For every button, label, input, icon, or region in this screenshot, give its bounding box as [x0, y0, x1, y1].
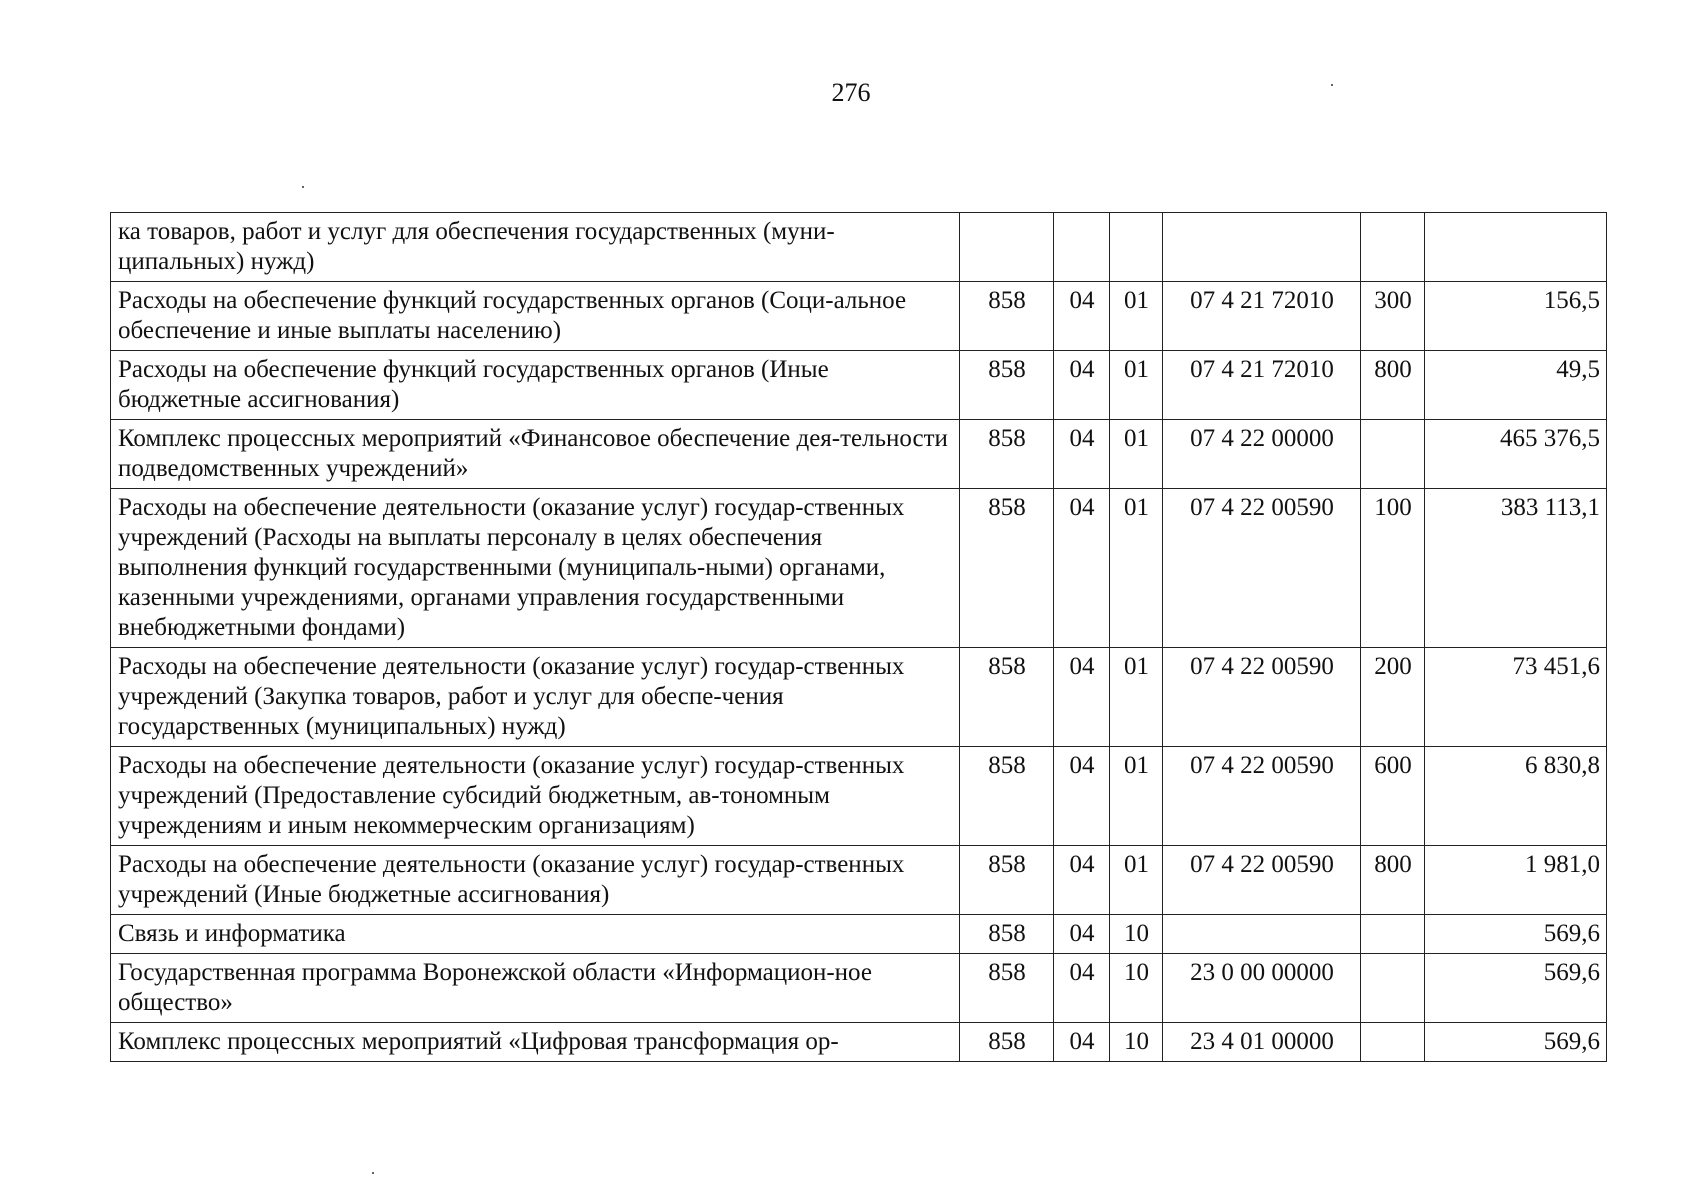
- row-sum: 569,6: [1425, 1023, 1607, 1062]
- row-pr: 01: [1110, 648, 1163, 747]
- row-gr: 858: [960, 420, 1054, 489]
- row-gr: 858: [960, 489, 1054, 648]
- row-gr: 858: [960, 954, 1054, 1023]
- table-row: [111, 282, 1607, 351]
- row-sum: 569,6: [1425, 915, 1607, 954]
- row-gr: 858: [960, 648, 1054, 747]
- row-csr: 07 4 22 00000: [1163, 420, 1361, 489]
- row-vr: 100: [1361, 489, 1425, 648]
- row-sum: 383 113,1: [1425, 489, 1607, 648]
- table-row: [111, 846, 1607, 915]
- row-rz: 04: [1054, 846, 1110, 915]
- row-gr: [960, 213, 1054, 282]
- row-csr: 07 4 22 00590: [1163, 648, 1361, 747]
- row-csr: 07 4 22 00590: [1163, 489, 1361, 648]
- row-sum: 49,5: [1425, 351, 1607, 420]
- table-row: [111, 954, 1607, 1023]
- row-rz: 04: [1054, 489, 1110, 648]
- budget-table: [110, 212, 1607, 1062]
- row-pr: 01: [1110, 846, 1163, 915]
- row-pr: 01: [1110, 747, 1163, 846]
- row-rz: 04: [1054, 282, 1110, 351]
- row-csr: 07 4 22 00590: [1163, 747, 1361, 846]
- row-rz: 04: [1054, 648, 1110, 747]
- row-name: Расходы на обеспечение деятельности (оказание услуг) государ-ственных учреждений (Иные бюджетные ассигнования): [111, 846, 960, 915]
- row-csr: [1163, 213, 1361, 282]
- row-rz: 04: [1054, 351, 1110, 420]
- row-pr: 01: [1110, 420, 1163, 489]
- row-gr: 858: [960, 846, 1054, 915]
- row-gr: 858: [960, 282, 1054, 351]
- row-name: Комплекс процессных мероприятий «Финансовое обеспечение дея-тельности подведомственных учреждений»: [111, 420, 960, 489]
- row-sum: 6 830,8: [1425, 747, 1607, 846]
- row-gr: 858: [960, 1023, 1054, 1062]
- row-name: Расходы на обеспечение функций государственных органов (Иные бюджетные ассигнования): [111, 351, 960, 420]
- row-pr: 01: [1110, 351, 1163, 420]
- table-row: [111, 747, 1607, 846]
- row-rz: [1054, 213, 1110, 282]
- row-gr: 858: [960, 747, 1054, 846]
- row-pr: 10: [1110, 954, 1163, 1023]
- row-sum: 73 451,6: [1425, 648, 1607, 747]
- row-csr: 07 4 21 72010: [1163, 351, 1361, 420]
- table-row: [111, 915, 1607, 954]
- row-vr: 800: [1361, 351, 1425, 420]
- row-vr: [1361, 915, 1425, 954]
- row-csr: 07 4 21 72010: [1163, 282, 1361, 351]
- row-csr: 23 0 00 00000: [1163, 954, 1361, 1023]
- scan-speck: [372, 1172, 374, 1174]
- row-sum: [1425, 213, 1607, 282]
- row-name: Расходы на обеспечение деятельности (оказание услуг) государ-ственных учреждений (Закупка товаров, работ и услуг для обеспе-чения государственных (муниципальных) нужд): [111, 648, 960, 747]
- row-pr: 10: [1110, 1023, 1163, 1062]
- row-sum: 156,5: [1425, 282, 1607, 351]
- scan-speck: [302, 186, 304, 188]
- row-name: Государственная программа Воронежской области «Информацион-ное общество»: [111, 954, 960, 1023]
- row-gr: 858: [960, 351, 1054, 420]
- row-pr: 01: [1110, 282, 1163, 351]
- table-row: [111, 213, 1607, 282]
- row-name: Расходы на обеспечение деятельности (оказание услуг) государ-ственных учреждений (Расходы на выплаты персоналу в целях обеспечения выполнения функций государственными (муниципаль-ными) органами, казенными учреждениями, органами управления государственными внебюджетными фондами): [111, 489, 960, 648]
- page-number: 276: [831, 78, 871, 107]
- row-csr: 23 4 01 00000: [1163, 1023, 1361, 1062]
- table-row: [111, 648, 1607, 747]
- row-csr: 07 4 22 00590: [1163, 846, 1361, 915]
- row-rz: 04: [1054, 915, 1110, 954]
- row-name: Расходы на обеспечение функций государственных органов (Соци-альное обеспечение и иные выплаты населению): [111, 282, 960, 351]
- row-vr: [1361, 420, 1425, 489]
- table-row: [111, 420, 1607, 489]
- row-csr: [1163, 915, 1361, 954]
- table-row: [111, 1023, 1607, 1062]
- row-vr: 300: [1361, 282, 1425, 351]
- row-rz: 04: [1054, 747, 1110, 846]
- row-vr: 800: [1361, 846, 1425, 915]
- row-vr: 200: [1361, 648, 1425, 747]
- row-sum: 1 981,0: [1425, 846, 1607, 915]
- row-pr: 01: [1110, 489, 1163, 648]
- table-row: [111, 351, 1607, 420]
- row-vr: 600: [1361, 747, 1425, 846]
- row-rz: 04: [1054, 420, 1110, 489]
- row-pr: 10: [1110, 915, 1163, 954]
- row-sum: 465 376,5: [1425, 420, 1607, 489]
- table-row: [111, 489, 1607, 648]
- row-name: Связь и информатика: [111, 915, 960, 954]
- row-name: ка товаров, работ и услуг для обеспечения государственных (муни-ципальных) нужд): [111, 213, 960, 282]
- row-vr: [1361, 1023, 1425, 1062]
- row-name: Расходы на обеспечение деятельности (оказание услуг) государ-ственных учреждений (Предоставление субсидий бюджетным, ав-тономным учреждениям и иным некоммерческим организациям): [111, 747, 960, 846]
- row-vr: [1361, 213, 1425, 282]
- row-rz: 04: [1054, 954, 1110, 1023]
- row-rz: 04: [1054, 1023, 1110, 1062]
- scan-speck: [1331, 84, 1333, 86]
- row-name: Комплекс процессных мероприятий «Цифровая трансформация ор-: [111, 1023, 960, 1062]
- row-pr: [1110, 213, 1163, 282]
- row-sum: 569,6: [1425, 954, 1607, 1023]
- row-gr: 858: [960, 915, 1054, 954]
- row-vr: [1361, 954, 1425, 1023]
